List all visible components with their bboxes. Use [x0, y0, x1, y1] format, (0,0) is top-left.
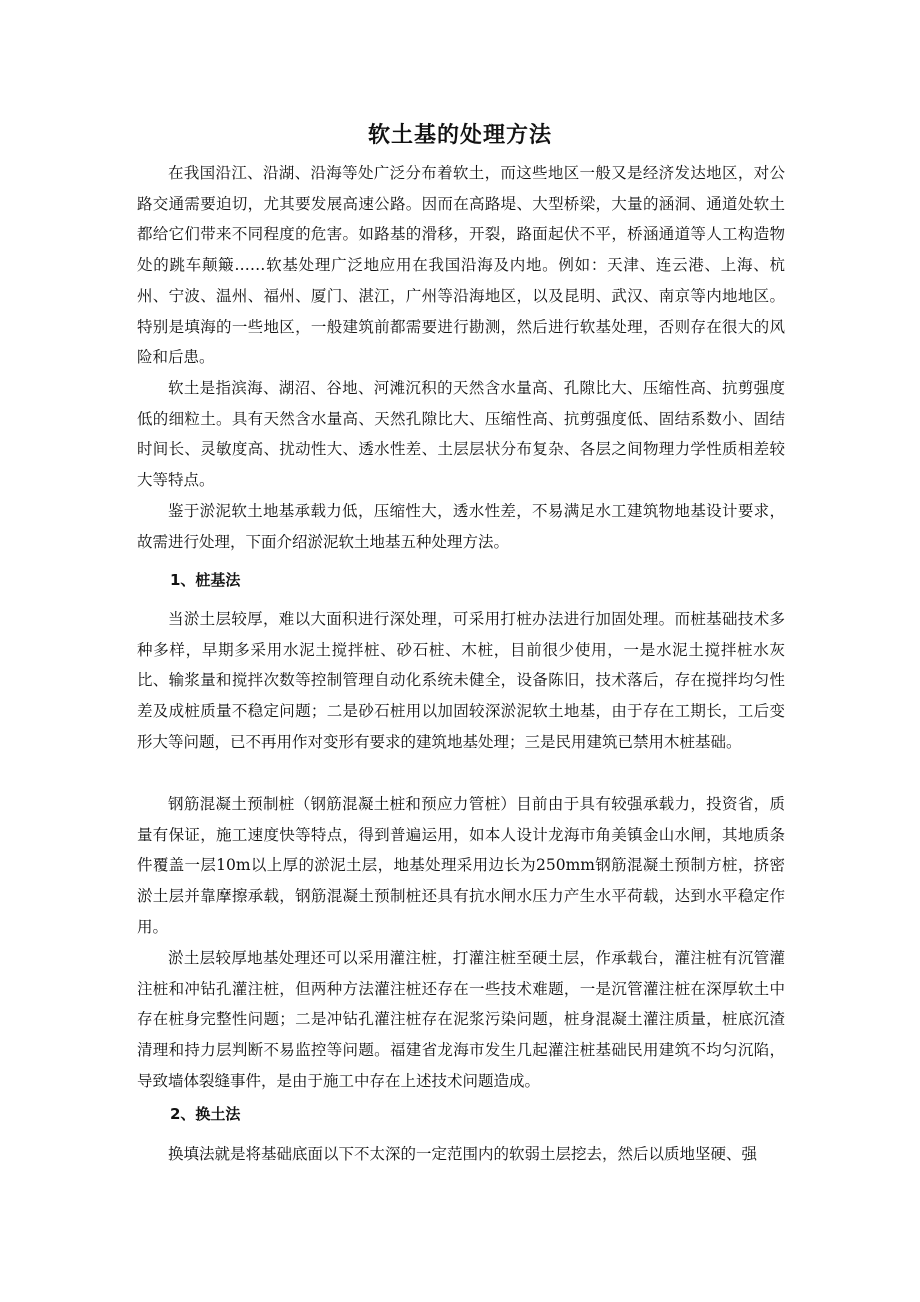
- document-title: 软土基的处理方法: [367, 123, 552, 148]
- intro-paragraph-3: 鉴于淤泥软土地基承载力低，压缩性大，透水性差，不易满足水工建筑物地基设计要求，故需进行处理，下面介绍淤泥软土地基五种处理方法。: [137, 502, 785, 551]
- section1-paragraph-3: 淤土层较厚地基处理还可以采用灌注桩，打灌注桩至硬土层，作承载台，灌注桩有沉管灌注桩和冲钻孔灌注桩，但两种方法灌注桩还存在一些技术难题，一是沉管灌注桩在深厚软土中存在桩身完整性问题；二是冲钻孔灌注桩存在泥浆污染问题，桩身混凝土灌注质量，桩底沉渣清理和持力层判断不易监控等问题。福建省龙海市发生几起灌注桩基础民用建筑不均匀沉陷，导致墙体裂缝事件，是由于施工中存在上述技术问题造成。: [137, 949, 785, 1090]
- section-heading-soil-replacement: 2、换土法: [170, 1105, 241, 1123]
- section1-paragraph-1: 当淤土层较厚，难以大面积进行深处理，可采用打桩办法进行加固处理。而桩基础技术多种多样，早期多采用水泥土搅拌桩、砂石桩、木桩，目前很少使用，一是水泥土搅拌桩水灰比、输浆量和搅拌次数等控制管理自动化系统未健全，设备陈旧，技术落后，存在搅拌均匀性差及成桩质量不稳定问题；二是砂石桩用以加固较深淤泥软土地基，由于存在工期长，工后变形大等问题，已不再用作对变形有要求的建筑地基处理；三是民用建筑已禁用木桩基础。: [137, 610, 785, 751]
- intro-paragraph-2: 软土是指滨海、湖沼、谷地、河滩沉积的天然含水量高、孔隙比大、压缩性高、抗剪强度低的细粒土。具有天然含水量高、天然孔隙比大、压缩性高、抗剪强度低、固结系数小、固结时间长、灵敏度高、扰动性大、透水性差、土层层状分布复杂、各层之间物理力学性质相差较大等特点。: [137, 379, 785, 490]
- intro-paragraph-1: 在我国沿江、沿湖、沿海等处广泛分布着软土，而这些地区一般又是经济发达地区，对公路交通需要迫切，尤其要发展高速公路。因而在高路堤、大型桥梁，大量的涵洞、通道处软土都给它们带来不同程度的危害。如路基的滑移，开裂，路面起伏不平，桥涵通道等人工构造物处的跳车颠簸……软基处理广泛地应用在我国沿海及内地。例如：天津、连云港、上海、杭州、宁波、温州、福州、厦门、湛江，广州等沿海地区，以及昆明、武汉、南京等内地地区。特别是填海的一些地区，一般建筑前都需要进行勘测，然后进行软基处理，否则存在很大的风险和后患。: [137, 164, 785, 367]
- section2-paragraph-1: 换填法就是将基础底面以下不太深的一定范围内的软弱土层挖去，然后以质地坚硬、强: [168, 1145, 758, 1163]
- section1-paragraph-2: 钢筋混凝土预制桩（钢筋混凝土桩和预应力管桩）目前由于具有较强承载力，投资省，质量有保证，施工速度快等特点，得到普遍运用，如本人设计龙海市角美镇金山水闸，其地质条件覆盖一层10m以上厚的淤泥土层，地基处理采用边长为250mm钢筋混凝土预制方桩，挤密淤土层并靠摩擦承载，钢筋混凝土预制桩还具有抗水闸水压力产生水平荷载，达到水平稳定作用。: [137, 795, 785, 936]
- section-heading-pile-foundation: 1、桩基法: [170, 571, 241, 589]
